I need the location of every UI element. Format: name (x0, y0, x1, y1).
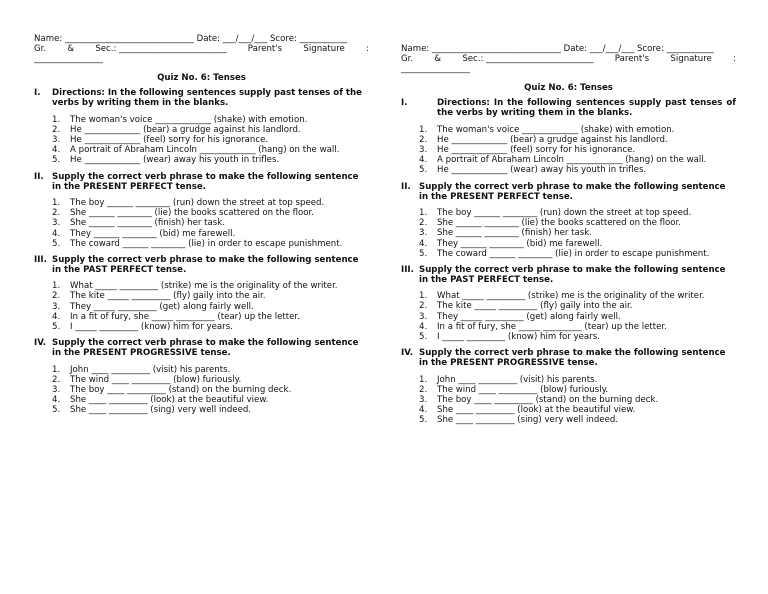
ampersand: & (67, 44, 75, 54)
question-text: He _____________ (bear) a grudge against his landlord. (437, 134, 668, 145)
question-number: 3. (52, 134, 61, 145)
grade-label: Gr. (34, 44, 47, 54)
question-text: In a fit of fury, she _____ _________ (tear) up the letter. (437, 321, 667, 332)
question-number: 2. (52, 124, 61, 135)
section-instructions: Supply the correct verb phrase to make the following sentence in the PRESENT PERFECT tense. (419, 181, 726, 202)
question-item (419, 375, 736, 385)
question-text: He _____________ (bear) a grudge against his landlord. (70, 124, 301, 135)
question-item (419, 405, 736, 415)
question-text: A portrait of Abraham Lincoln _____________ (hang) on the wall. (70, 145, 340, 156)
question-text: He _____________ (feel) sorry for his ignorance. (70, 134, 269, 145)
section-number: IV. (401, 348, 414, 359)
section-heading (34, 255, 369, 275)
question-text: He _____________ (wear) away his youth in trifles. (70, 155, 280, 166)
question-text: He _____________ (feel) sorry for his ignorance. (437, 144, 636, 155)
question-number: 5. (419, 332, 428, 343)
question-text: She ______ ________ (lie) the books scattered on the floor. (437, 218, 682, 229)
question-item (419, 249, 736, 259)
question-number: 3. (52, 218, 61, 229)
quiz-section (401, 182, 736, 259)
question-number: 1. (419, 207, 428, 218)
question-text: The boy ______ ________ (run) down the street at top speed. (70, 197, 325, 208)
question-item (419, 125, 736, 135)
question-text: The wind ____ _________ (blow) furiously. (437, 384, 609, 395)
question-number: 1. (419, 374, 428, 385)
section-number: II. (401, 181, 411, 192)
question-number: 4. (52, 395, 61, 406)
question-text: The boy ____ _________ (stand) on the burning deck. (437, 395, 659, 406)
question-number: 2. (419, 134, 428, 145)
question-list (52, 281, 369, 332)
section-number: I. (401, 98, 408, 109)
question-list (52, 365, 369, 416)
question-item (419, 145, 736, 155)
section-number: II. (34, 171, 44, 182)
question-item (52, 208, 369, 218)
quiz-copy-right (401, 44, 736, 432)
question-item (419, 291, 736, 301)
question-number: 3. (419, 228, 428, 239)
signature-colon: : (733, 54, 736, 64)
signature-label: Signature (303, 44, 345, 54)
quiz-copy-left (34, 34, 369, 422)
question-number: 4. (52, 311, 61, 322)
question-number: 1. (52, 114, 61, 125)
question-item (52, 385, 369, 395)
question-item (52, 115, 369, 125)
question-text: The coward ______ ________ (lie) in order to escape punishment. (70, 238, 343, 249)
quiz-title: Quiz No. 6: Tenses (157, 73, 246, 83)
quiz-section (34, 338, 369, 415)
question-item (419, 395, 736, 405)
section-instructions: Supply the correct verb phrase to make the following sentence in the PAST PERFECT tense. (52, 254, 359, 276)
question-list (419, 291, 736, 342)
section-instructions: Directions: In the following sentences supply past tenses of the verbs by writing them in the blanks. (437, 98, 736, 119)
question-item (52, 405, 369, 415)
section-heading (401, 265, 736, 285)
section-heading (34, 338, 369, 358)
question-item (419, 301, 736, 311)
question-text: She ____ _________ (sing) very well indeed. (437, 415, 619, 426)
signature-colon: : (366, 44, 369, 54)
question-item (52, 239, 369, 249)
quiz-section (34, 88, 369, 165)
question-text: The kite _____ _________ (fly) gaily into the air. (70, 291, 266, 302)
question-text: I _____ _________ (know) him for years. (70, 322, 233, 333)
question-number: 5. (419, 415, 428, 426)
question-text: She ____ _________ (look) at the beautiful view. (437, 405, 636, 416)
question-item (52, 375, 369, 385)
section-heading (34, 172, 369, 192)
question-number: 2. (419, 218, 428, 229)
question-text: They ______ ________ (bid) me farewell. (70, 228, 236, 239)
section-heading (34, 88, 369, 108)
question-number: 5. (52, 322, 61, 333)
question-text: A portrait of Abraham Lincoln _____________ (hang) on the wall. (437, 155, 707, 166)
question-item (419, 415, 736, 425)
question-item (52, 365, 369, 375)
question-number: 4. (419, 238, 428, 249)
question-text: She ______ ________ (finish) her task. (70, 218, 225, 229)
question-text: In a fit of fury, she _____ _________ (tear) up the letter. (70, 311, 300, 322)
question-number: 4. (419, 321, 428, 332)
question-item (52, 281, 369, 291)
section-heading (401, 182, 736, 202)
question-number: 3. (52, 301, 61, 312)
section-field-label: Sec.: _________________________ (462, 54, 594, 64)
question-item (419, 239, 736, 249)
question-number: 3. (419, 144, 428, 155)
question-text: The woman's voice _____________ (shake) with emotion. (437, 124, 675, 135)
question-text: The coward ______ ________ (lie) in order to escape punishment. (437, 248, 710, 259)
question-item (419, 165, 736, 175)
question-list (52, 115, 369, 166)
question-text: I _____ _________ (know) him for years. (437, 332, 600, 343)
parents-label: Parent's (614, 54, 650, 64)
question-item (52, 395, 369, 405)
question-item (52, 155, 369, 165)
question-item (419, 155, 736, 165)
question-number: 1. (52, 197, 61, 208)
question-number: 2. (52, 374, 61, 385)
section-instructions: Supply the correct verb phrase to make the following sentence in the PRESENT PERFECT tense. (52, 171, 359, 192)
quiz-sections (34, 88, 369, 415)
question-item (52, 218, 369, 228)
section-instructions: Directions: In the following sentences supply past tenses of the verbs by writing them in the blanks. (52, 88, 362, 109)
question-item (52, 322, 369, 332)
signature-blank: ________________ (34, 54, 103, 64)
question-text: They _____ _________ (get) along fairly well. (70, 301, 254, 312)
quiz-section (401, 265, 736, 342)
question-item (419, 218, 736, 228)
question-item (52, 145, 369, 155)
question-item (52, 229, 369, 239)
question-text: They ______ ________ (bid) me farewell. (437, 238, 603, 249)
section-heading (401, 348, 736, 368)
question-text: He _____________ (wear) away his youth in trifles. (437, 165, 647, 176)
question-text: The boy ____ _________ (stand) on the burning deck. (70, 385, 292, 396)
question-text: What _____ _________ (strike) me is the originality of the writer. (70, 281, 338, 292)
question-number: 3. (52, 385, 61, 396)
ampersand: & (434, 54, 442, 64)
question-number: 3. (419, 311, 428, 322)
question-item (52, 125, 369, 135)
quiz-sections (401, 98, 736, 425)
question-text: She ______ ________ (finish) her task. (437, 228, 592, 239)
section-number: I. (34, 88, 41, 99)
question-text: She ______ ________ (lie) the books scattered on the floor. (70, 208, 315, 219)
signature-blank: ________________ (401, 64, 470, 74)
question-item (419, 228, 736, 238)
parents-label: Parent's (247, 44, 283, 54)
question-item (419, 208, 736, 218)
grade-label: Gr. (401, 54, 414, 64)
header-grade-parent-line (34, 44, 369, 54)
question-number: 5. (419, 248, 428, 259)
question-text: John ____ _________ (visit) his parents. (70, 364, 231, 375)
question-text: What _____ _________ (strike) me is the originality of the writer. (437, 291, 705, 302)
section-instructions: Supply the correct verb phrase to make the following sentence in the PRESENT PROGRESSIVE tense. (419, 348, 726, 369)
question-list (419, 375, 736, 426)
question-number: 2. (52, 291, 61, 302)
quiz-section (401, 348, 736, 425)
section-instructions: Supply the correct verb phrase to make the following sentence in the PAST PERFECT tense. (419, 264, 726, 286)
header-name-date-score: Name: ______________________________ Date: ___/___/___ Score: ___________ (401, 44, 714, 54)
question-number: 3. (419, 395, 428, 406)
question-text: She ____ _________ (look) at the beautiful view. (70, 395, 269, 406)
quiz-section (34, 255, 369, 332)
question-number: 2. (419, 384, 428, 395)
question-number: 1. (419, 124, 428, 135)
question-number: 5. (52, 238, 61, 249)
question-number: 1. (419, 291, 428, 302)
question-number: 4. (52, 228, 61, 239)
question-number: 4. (419, 405, 428, 416)
question-number: 5. (52, 155, 61, 166)
question-text: The wind ____ _________ (blow) furiously. (70, 374, 242, 385)
question-text: The boy ______ ________ (run) down the street at top speed. (437, 207, 692, 218)
question-item (52, 312, 369, 322)
question-number: 5. (419, 165, 428, 176)
question-item (52, 291, 369, 301)
question-item (419, 322, 736, 332)
question-number: 2. (419, 301, 428, 312)
section-instructions: Supply the correct verb phrase to make the following sentence in the PRESENT PROGRESSIVE tense. (52, 338, 359, 359)
question-list (52, 198, 369, 249)
question-text: She ____ _________ (sing) very well indeed. (70, 405, 252, 416)
quiz-section (34, 172, 369, 249)
quiz-section (401, 98, 736, 175)
question-text: John ____ _________ (visit) his parents. (437, 374, 598, 385)
question-item (419, 332, 736, 342)
question-list (419, 208, 736, 259)
question-number: 4. (52, 145, 61, 156)
question-item (52, 198, 369, 208)
question-number: 4. (419, 155, 428, 166)
question-text: The woman's voice _____________ (shake) with emotion. (70, 114, 308, 125)
header-name-date-score: Name: ______________________________ Date: ___/___/___ Score: ___________ (34, 34, 347, 44)
question-text: The kite _____ _________ (fly) gaily into the air. (437, 301, 633, 312)
signature-label: Signature (670, 54, 712, 64)
question-list (419, 125, 736, 176)
question-number: 1. (52, 281, 61, 292)
question-number: 2. (52, 208, 61, 219)
section-field-label: Sec.: _________________________ (95, 44, 227, 54)
question-item (52, 135, 369, 145)
question-text: They _____ _________ (get) along fairly well. (437, 311, 621, 322)
question-item (52, 302, 369, 312)
question-item (419, 312, 736, 322)
section-number: III. (401, 264, 414, 275)
section-number: IV. (34, 338, 47, 349)
quiz-title: Quiz No. 6: Tenses (524, 83, 613, 93)
question-number: 5. (52, 405, 61, 416)
header-grade-parent-line (401, 54, 736, 64)
section-number: III. (34, 254, 47, 265)
question-item (419, 385, 736, 395)
section-heading (401, 98, 736, 118)
question-item (419, 135, 736, 145)
question-number: 1. (52, 364, 61, 375)
